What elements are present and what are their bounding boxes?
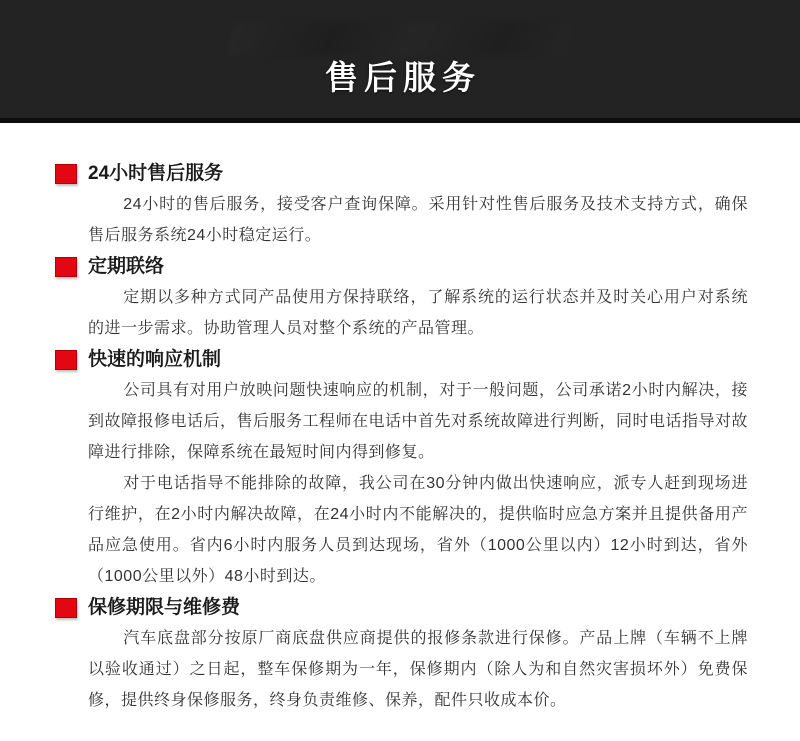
section-heading-label: 24小时售后服务 bbox=[88, 163, 224, 184]
section-heading-label: 快速的响应机制 bbox=[88, 349, 222, 370]
service-section bbox=[88, 344, 748, 592]
section-paragraphs bbox=[88, 189, 748, 251]
paragraph: 汽车底盘部分按原厂商底盘供应商提供的报修条款进行保修。产品上牌（车辆不上牌以验收通过）之日起，整车保修期为一年，保修期内（除人为和自然灾害损坏外）免费保修，提供终身保修服务，终身负责维修、保养，配件只收成本价。 bbox=[88, 630, 748, 709]
section-heading-label: 定期联络 bbox=[88, 256, 165, 277]
watermark bbox=[224, 22, 575, 56]
red-square-bullet-icon bbox=[55, 164, 77, 184]
section-paragraphs bbox=[88, 282, 748, 344]
red-square-bullet-icon bbox=[55, 257, 77, 277]
paragraph: 对于电话指导不能排除的故障，我公司在30分钟内做出快速响应，派专人赶到现场进行维护，在2小时内解决故障，在24小时内不能解决的，提供临时应急方案并且提供备用产品应急使用。省内6小时内服务人员到达现场，省外（1000公里以内）12小时到达，省外（1000公里以外）48小时到达。 bbox=[88, 475, 748, 585]
sections bbox=[88, 158, 748, 716]
section-paragraphs bbox=[88, 623, 748, 716]
red-square-bullet-icon bbox=[55, 350, 77, 370]
section-heading bbox=[88, 592, 748, 623]
section-heading-label: 保修期限与维修费 bbox=[88, 597, 241, 618]
red-square-bullet-icon bbox=[55, 598, 77, 618]
page-header-banner bbox=[0, 0, 800, 123]
paragraph: 定期以多种方式同产品使用方保持联络，了解系统的运行状态并及时关心用户对系统的进一步需求。协助管理人员对整个系统的产品管理。 bbox=[88, 289, 748, 337]
page-title: 售后服务 bbox=[325, 59, 481, 96]
service-section bbox=[88, 592, 748, 716]
section-paragraphs bbox=[88, 375, 748, 592]
section-heading bbox=[88, 251, 748, 282]
section-heading bbox=[88, 158, 748, 189]
section-heading bbox=[88, 344, 748, 375]
service-section bbox=[88, 251, 748, 344]
paragraph: 24小时的售后服务，接受客户查询保障。采用针对性售后服务及技术支持方式，确保售后服务系统24小时稳定运行。 bbox=[88, 196, 748, 244]
service-section bbox=[88, 158, 748, 251]
paragraph: 公司具有对用户放映问题快速响应的机制，对于一般问题，公司承诺2小时内解决，接到故障报修电话后，售后服务工程师在电话中首先对系统故障进行判断，同时电话指导对故障进行排除，保障系统在最短时间内得到修复。 bbox=[88, 382, 749, 461]
